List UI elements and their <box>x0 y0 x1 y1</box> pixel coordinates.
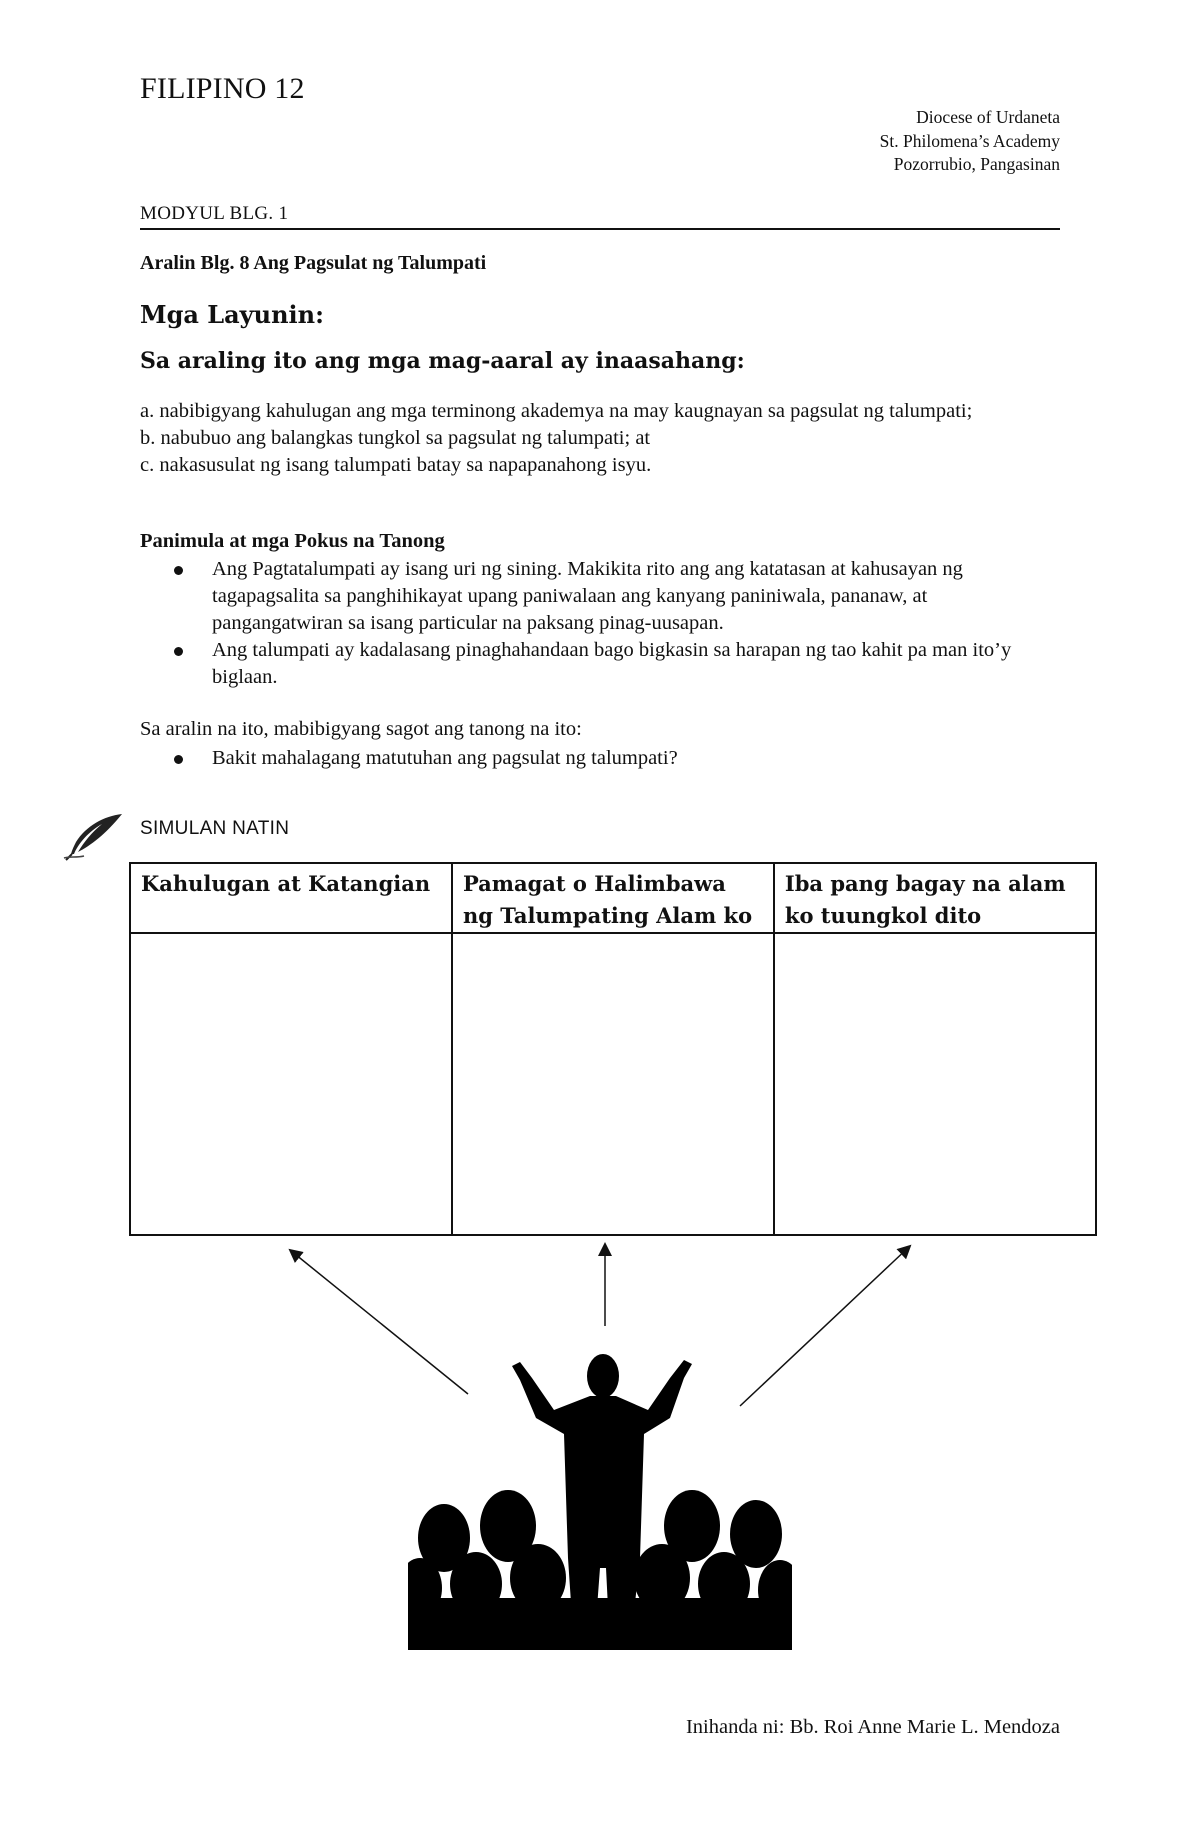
table-row <box>130 933 1096 1235</box>
introduction-bullets <box>140 556 1040 691</box>
course-title: FILIPINO 12 <box>140 72 305 105</box>
institution-school: St. Philomena’s Academy <box>879 130 1060 151</box>
answer-cell-examples[interactable] <box>452 933 774 1235</box>
objectives-intro: Sa araling ito ang mga mag-aaral ay inaasahang: <box>140 348 745 374</box>
list-item <box>140 745 1040 772</box>
quill-icon <box>62 812 124 862</box>
column-header-other-knowledge: Iba pang bagay na alam ko tuungkol dito <box>774 863 1096 933</box>
institution-location: Pozorrubio, Pangasinan <box>893 154 1060 174</box>
institution-block <box>880 106 1060 177</box>
table-header-row <box>130 863 1096 933</box>
bullet-icon <box>174 647 183 656</box>
section-label: SIMULAN NATIN <box>140 818 290 839</box>
answer-cell-other-knowledge[interactable] <box>774 933 1096 1235</box>
answer-cell-meaning[interactable] <box>130 933 452 1235</box>
question-bullets <box>140 745 1040 772</box>
list-item <box>140 637 1040 691</box>
objectives-list <box>140 398 1020 479</box>
list-item <box>140 556 1040 637</box>
module-number: MODYUL BLG. 1 <box>140 203 289 224</box>
bullet-text: Ang talumpati ay kadalasang pinaghahandaan bago bigkasin sa harapan ng tao kahit pa man ito’y biglaan. <box>212 639 1012 688</box>
objective-item: a. nabibigyang kahulugan ang mga terminong akademya na may kaugnayan sa pagsulat ng talumpati; <box>140 400 973 422</box>
objective-item: b. nabubuo ang balangkas tungkol sa pagsulat ng talumpati; at <box>140 427 651 449</box>
speaker-audience-icon <box>408 1348 792 1650</box>
column-header-meaning: Kahulugan at Katangian <box>130 863 452 933</box>
prepared-by: Inihanda ni: Bb. Roi Anne Marie L. Mendoza <box>685 1716 1060 1738</box>
bullet-icon <box>174 566 183 575</box>
bullet-icon <box>174 755 183 764</box>
objectives-heading: Mga Layunin: <box>140 300 324 329</box>
bullet-text: Ang Pagtatalumpati ay isang uri ng sining. Makikita rito ang ang katatasan at kahusayan ng tagapagsalita sa panghihikayat upang paniwalaan ang kanyang paniniwala, pananaw, at pangangatwiran sa isang particular na paksang pinag-uusapan. <box>212 558 963 634</box>
module-divider <box>140 228 1060 230</box>
institution-diocese: Diocese of Urdaneta <box>916 107 1060 127</box>
activity-table <box>129 862 1097 1236</box>
lesson-title: Aralin Blg. 8 Ang Pagsulat ng Talumpati <box>140 252 487 274</box>
lesson-question-intro: Sa aralin na ito, mabibigyang sagot ang tanong na ito: <box>140 718 582 740</box>
column-header-examples: Pamagat o Halimbawa ng Talumpating Alam ko <box>452 863 774 933</box>
objective-item: c. nakasusulat ng isang talumpati batay sa napapanahong isyu. <box>140 454 652 476</box>
introduction-heading: Panimula at mga Pokus na Tanong <box>140 530 445 552</box>
bullet-text: Bakit mahalagang matutuhan ang pagsulat ng talumpati? <box>212 747 678 769</box>
